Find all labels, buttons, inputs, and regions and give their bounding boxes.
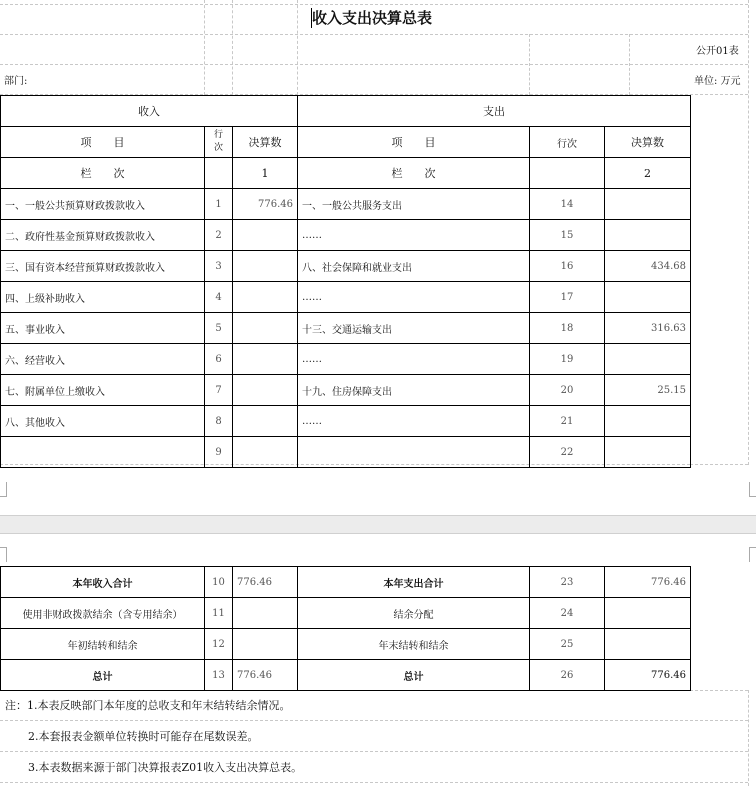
income-amount-cell — [233, 220, 298, 251]
grid-guide — [0, 34, 748, 35]
table-row — [1, 406, 691, 437]
income-item-cell: 三、国有资本经营预算财政拨款收入 — [1, 251, 205, 282]
income-amount-cell — [233, 344, 298, 375]
grid-guide — [690, 464, 748, 465]
income-item-cell — [1, 437, 205, 468]
expense-amount-cell: 434.68 — [605, 251, 691, 282]
expense-item-cell — [298, 437, 530, 468]
income-amount-cell — [233, 629, 298, 660]
page-break — [0, 515, 756, 534]
expense-row-no-cell: 26 — [530, 660, 605, 691]
table-row — [1, 375, 691, 406]
note-2: 2.本套报表金额单位转换时可能存在尾数误差。 — [28, 730, 259, 743]
income-amount-cell — [233, 313, 298, 344]
page-corner-mark — [749, 547, 756, 562]
expense-row-no-cell: 24 — [530, 598, 605, 629]
income-amount-cell — [233, 598, 298, 629]
expense-row-no-cell: 23 — [530, 567, 605, 598]
expense-row-no-cell: 18 — [530, 313, 605, 344]
income-row-no-cell: 11 — [205, 598, 233, 629]
expense-amount-cell: 316.63 — [605, 313, 691, 344]
unit-label: 单位: 万元 — [694, 76, 741, 87]
expense-item-cell: …… — [298, 282, 530, 313]
expense-item-cell: 总计 — [298, 660, 530, 691]
income-amount-cell — [233, 437, 298, 468]
expense-amount-cell — [605, 629, 691, 660]
expense-item-cell: …… — [298, 220, 530, 251]
expense-amount-cell — [605, 344, 691, 375]
income-amount-cell — [233, 375, 298, 406]
income-row-no-cell: 2 — [205, 220, 233, 251]
income-row-no-cell: 4 — [205, 282, 233, 313]
income-row-no-cell: 8 — [205, 406, 233, 437]
income-row-no-header: 行 次 — [205, 127, 233, 158]
expense-amount-cell: 25.15 — [605, 375, 691, 406]
income-item-header: 项 目 — [1, 127, 205, 158]
expense-item-cell: 十九、住房保障支出 — [298, 375, 530, 406]
table-row — [1, 660, 691, 691]
expense-row-no-cell: 14 — [530, 189, 605, 220]
expense-amount-cell: 776.46 — [605, 660, 691, 691]
expense-row-no-cell: 21 — [530, 406, 605, 437]
expense-item-cell: …… — [298, 344, 530, 375]
expense-row-no-cell: 16 — [530, 251, 605, 282]
income-amount-header: 决算数 — [233, 127, 298, 158]
income-expense-table — [0, 95, 691, 468]
note-3: 3.本表数据来源于部门决算报表Z01收入支出决算总表。 — [28, 761, 303, 774]
income-row-no-cell: 7 — [205, 375, 233, 406]
empty-cell — [530, 158, 605, 189]
income-row-no-cell: 6 — [205, 344, 233, 375]
income-item-cell: 七、附属单位上缴收入 — [1, 375, 205, 406]
grid-guide — [0, 720, 748, 721]
page-corner-mark — [0, 547, 7, 562]
income-item-cell: 总计 — [1, 660, 205, 691]
expense-item-cell: 十三、交通运输支出 — [298, 313, 530, 344]
income-item-cell: 四、上级补助收入 — [1, 282, 205, 313]
income-row-no-cell: 1 — [205, 189, 233, 220]
income-amount-cell: 776.46 — [233, 567, 298, 598]
income-row-no-cell: 5 — [205, 313, 233, 344]
expense-item-cell: …… — [298, 406, 530, 437]
expense-header: 支出 — [298, 96, 691, 127]
table-header-row — [1, 96, 691, 127]
income-row-no-cell: 3 — [205, 251, 233, 282]
summary-table — [0, 566, 691, 691]
column-number-2: 2 — [605, 158, 691, 189]
empty-cell — [205, 158, 233, 189]
page-corner-mark — [0, 482, 7, 497]
table-row — [1, 251, 691, 282]
income-item-cell: 八、其他收入 — [1, 406, 205, 437]
income-amount-cell: 776.46 — [233, 189, 298, 220]
grid-guide — [748, 0, 749, 465]
expense-amount-cell — [605, 282, 691, 313]
table-row — [1, 567, 691, 598]
grid-guide — [232, 0, 233, 95]
income-item-cell: 五、事业收入 — [1, 313, 205, 344]
income-item-cell: 二、政府性基金预算财政拨款收入 — [1, 220, 205, 251]
expense-row-no-header: 行次 — [530, 127, 605, 158]
department-label: 部门: — [4, 76, 28, 87]
grid-guide — [629, 34, 630, 95]
expense-item-cell: 结余分配 — [298, 598, 530, 629]
expense-row-no-cell: 25 — [530, 629, 605, 660]
expense-amount-cell — [605, 406, 691, 437]
expense-row-no-cell: 20 — [530, 375, 605, 406]
expense-amount-cell — [605, 437, 691, 468]
income-item-cell: 使用非财政拨款结余（含专用结余） — [1, 598, 205, 629]
grid-guide — [0, 782, 748, 783]
table-row — [1, 437, 691, 468]
expense-row-no-cell: 19 — [530, 344, 605, 375]
table-row — [1, 629, 691, 660]
table-header-row — [1, 127, 691, 158]
income-row-no-cell: 13 — [205, 660, 233, 691]
income-amount-cell — [233, 251, 298, 282]
expense-amount-header: 决算数 — [605, 127, 691, 158]
income-column-label: 栏 次 — [1, 158, 205, 189]
grid-guide — [0, 64, 748, 65]
table-row — [1, 220, 691, 251]
expense-item-cell: 年末结转和结余 — [298, 629, 530, 660]
expense-item-cell: 一、一般公共服务支出 — [298, 189, 530, 220]
column-label-row — [1, 158, 691, 189]
income-amount-cell — [233, 282, 298, 313]
income-item-cell: 一、一般公共预算财政拨款收入 — [1, 189, 205, 220]
expense-amount-cell: 776.46 — [605, 567, 691, 598]
grid-guide — [0, 751, 748, 752]
expense-column-label: 栏 次 — [298, 158, 530, 189]
grid-guide — [748, 690, 749, 786]
expense-item-cell: 本年支出合计 — [298, 567, 530, 598]
expense-row-no-cell: 17 — [530, 282, 605, 313]
expense-row-no-cell: 15 — [530, 220, 605, 251]
table-row — [1, 313, 691, 344]
table-row — [1, 344, 691, 375]
table-row — [1, 189, 691, 220]
form-code: 公开01表 — [696, 46, 739, 57]
expense-amount-cell — [605, 598, 691, 629]
table-row — [1, 598, 691, 629]
expense-amount-cell — [605, 189, 691, 220]
income-amount-cell: 776.46 — [233, 660, 298, 691]
income-row-no-cell: 12 — [205, 629, 233, 660]
income-header: 收入 — [1, 96, 298, 127]
column-number-1: 1 — [233, 158, 298, 189]
page-title: 收入支出决算总表 — [312, 9, 433, 27]
grid-guide — [297, 0, 298, 95]
income-item-cell: 六、经营收入 — [1, 344, 205, 375]
expense-item-header: 项 目 — [298, 127, 530, 158]
expense-item-cell: 八、社会保障和就业支出 — [298, 251, 530, 282]
note-1: 注：1.本表反映部门本年度的总收支和年末结转结余情况。 — [5, 699, 291, 712]
grid-guide — [529, 34, 530, 95]
income-item-cell: 年初结转和结余 — [1, 629, 205, 660]
page-corner-mark — [749, 482, 756, 497]
income-amount-cell — [233, 406, 298, 437]
grid-guide — [204, 0, 205, 95]
income-row-no-cell: 9 — [205, 437, 233, 468]
table-row — [1, 282, 691, 313]
expense-amount-cell — [605, 220, 691, 251]
income-row-no-cell: 10 — [205, 567, 233, 598]
income-item-cell: 本年收入合计 — [1, 567, 205, 598]
expense-row-no-cell: 22 — [530, 437, 605, 468]
